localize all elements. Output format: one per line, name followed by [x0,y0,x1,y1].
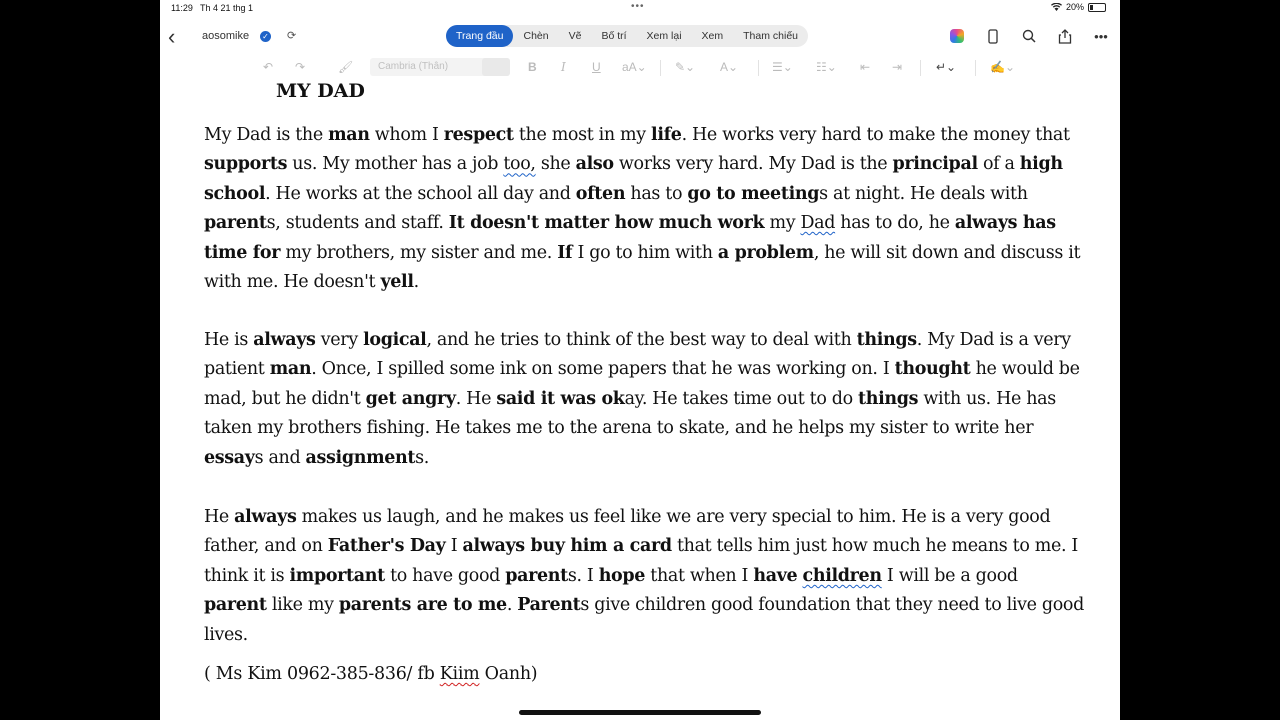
bold-text-run: a problem [717,242,814,263]
text-run: my brothers, my sister and me. [280,242,558,263]
toolbar-divider [660,60,661,76]
bold-text-run: hope [598,565,646,586]
bold-text-run: important [289,565,385,586]
text-run: s. [415,447,429,468]
text-run: he would be mad, but he didn't [204,359,1080,409]
bold-text-run: things [856,330,917,350]
text-run: she [535,154,576,175]
bold-text-run: said it was ok [496,388,625,409]
home-indicator[interactable] [519,710,761,715]
battery-level [1090,5,1093,10]
bold-text-run: life [651,125,682,145]
undo-icon[interactable]: ↶ [263,60,274,74]
font-size-field[interactable] [482,58,510,76]
bold-text-run: parent [204,213,267,234]
highlight-icon[interactable]: ✎⌄ [675,60,696,74]
numbering-icon[interactable]: ☷⌄ [816,60,837,74]
bold-text-run: always [253,330,316,350]
multitask-dots-icon[interactable]: ••• [631,1,645,12]
bold-text-run: children [802,565,882,586]
bold-text-run: often [575,183,626,204]
tab-insert[interactable]: Chèn [523,30,549,42]
text-run: works very hard. My Dad is the [613,154,893,175]
wifi-icon [1051,3,1062,11]
bold-text-run: Father's Day [327,536,446,557]
bold-text-run: assignment [305,447,416,468]
bold-text-run: man [269,359,312,380]
text-run: I go to him with [572,242,718,263]
bold-text-run: get angry [365,388,456,409]
bold-text-run: have [753,565,798,586]
format-toolbar [160,56,1120,80]
underline-icon[interactable]: U [592,60,601,74]
bold-text-run: principal [892,154,978,175]
bold-text-run: thought [894,359,971,380]
text-run: Kiim [439,664,480,684]
redo-icon[interactable]: ↷ [295,60,306,74]
copilot-icon[interactable] [948,27,966,45]
text-run: the most in my [513,125,652,145]
text-run: that tells him just how much he means to me. I think it is [204,536,1078,586]
bold-text-run: supports [204,154,288,175]
bold-text-run: man [328,125,370,145]
italic-icon[interactable]: I [561,60,566,74]
increase-indent-icon[interactable]: ⇥ [892,60,903,74]
bold-text-run: also [575,154,614,175]
tab-review[interactable]: Xem lại [646,30,682,42]
toolbar-divider [758,60,759,76]
bold-text-run: things [858,388,919,409]
text-run: , he will sit down and discuss it with me. He doesn't [204,242,1081,293]
tab-home[interactable]: Trang đầu [446,25,513,47]
text-run: . [506,595,518,616]
bold-icon[interactable]: B [528,60,537,74]
text-run: to have good [384,565,506,586]
contact-line [204,664,537,684]
text-run: too, [503,154,536,175]
bold-text-run: high school [204,154,1063,204]
text-run: ( Ms Kim 0962-385-836/ fb [204,664,440,684]
text-run: . He [455,388,497,409]
share-icon[interactable] [1056,27,1074,45]
text-run: , and he tries to think of the best way to deal with [426,330,857,350]
bold-text-run: parent [505,565,568,586]
paragraph-1 [204,121,1084,297]
text-run: makes us laugh, and he makes us feel like we are very special to him. He is a very good father, and on [204,507,1051,557]
text-run: has to do, he [835,213,955,234]
bold-text-run: always [234,507,297,527]
top-toolbar [160,22,1120,52]
bold-text-run: respect [443,125,514,145]
text-run: s and [254,447,306,468]
text-run: . He works at the school all day and [265,183,576,204]
decrease-indent-icon[interactable]: ⇤ [860,60,871,74]
text-run: . Once, I spilled some ink on some papers that he was working on. I [311,359,895,380]
text-run: Dad [800,213,836,234]
text-run: us. My mother has a job [287,154,504,175]
styles-icon[interactable]: ✍⌄ [990,60,1015,74]
autosave-icon[interactable]: ⟳ [287,30,297,42]
search-icon[interactable] [1020,27,1038,45]
text-run: I [445,536,463,557]
status-date: Th 4 21 thg 1 [200,3,254,13]
tab-view[interactable]: Xem [701,30,724,42]
tab-references[interactable]: Tham chiếu [743,30,798,42]
text-run: like my [266,595,339,616]
ipad-screen [160,0,1120,720]
format-painter-icon[interactable]: 🖌︎ [338,60,354,74]
text-run: ay. He takes time out to do [624,388,859,409]
battery-percent: 20% [1065,2,1084,12]
more-icon[interactable]: ••• [1094,28,1108,44]
text-run: with us. He has taken my brothers fishing. He takes me to the arena to skate, and he helps my sister to write her [204,388,1056,439]
text-run: He [204,507,235,527]
status-right [1051,2,1106,12]
bold-text-run: If [557,242,573,263]
paragraph-marks-icon[interactable]: ↵⌄ [936,60,957,74]
paragraph-2 [204,326,1084,473]
paragraph-3 [204,503,1084,650]
text-run: whom I [369,125,444,145]
text-run: s give children good foundation that they need to live good lives. [204,595,1084,645]
text-run: I will be a good [881,565,1018,586]
toolbar-divider [975,60,976,76]
font-color-icon[interactable]: A⌄ [720,60,739,74]
text-run: has to [625,183,688,204]
status-time: 11:29 [171,3,193,13]
text-run: s. I [567,565,599,586]
text-run: s at night. He deals with [819,183,1028,204]
text-run: of a [977,154,1020,175]
toolbar-divider [920,60,921,76]
text-run: s, students and staff. [266,213,449,234]
bold-text-run: yell [380,272,414,293]
chevron-down-circle-icon[interactable]: ✓ [260,31,271,42]
battery-icon [1088,3,1106,12]
bold-text-run: Parent [517,595,581,616]
text-run: my [764,213,801,234]
status-bar [160,0,1120,16]
text-run: . He works very hard to make the money that [681,125,1070,145]
bold-text-run: essay [204,447,255,468]
text-run: very [315,330,364,350]
document-title: MY DAD [276,80,365,102]
text-effects-icon[interactable]: aA⌄ [622,60,647,74]
bold-text-run: It doesn't matter how much work [448,213,765,234]
text-run: My Dad is the [204,125,329,145]
mobile-view-icon[interactable] [984,27,1002,45]
text-run: . My Dad is a very patient [204,330,1071,380]
top-right-actions [948,27,1110,45]
bullets-icon[interactable]: ☰⌄ [772,60,793,74]
bold-text-run: go to meeting [687,183,820,204]
tab-layout[interactable]: Bố trí [601,30,627,42]
text-run: He is [204,330,254,350]
text-run: Oanh) [479,664,538,684]
document-name[interactable]: aosomike [202,30,250,42]
back-chevron-icon[interactable]: ‹ [168,24,176,49]
bold-text-run: logical [363,330,427,350]
bold-text-run: parent [204,595,267,616]
bold-text-run: always buy him a card [462,536,672,557]
text-run: . [413,272,419,293]
text-run: that when I [645,565,754,586]
bold-text-run: parents are to me [338,595,507,616]
ribbon-tabs [446,25,808,47]
font-name-field[interactable]: Cambria (Thân) [370,58,510,76]
tab-draw[interactable]: Vẽ [568,30,582,42]
bold-text-run: always has time for [204,213,1056,263]
